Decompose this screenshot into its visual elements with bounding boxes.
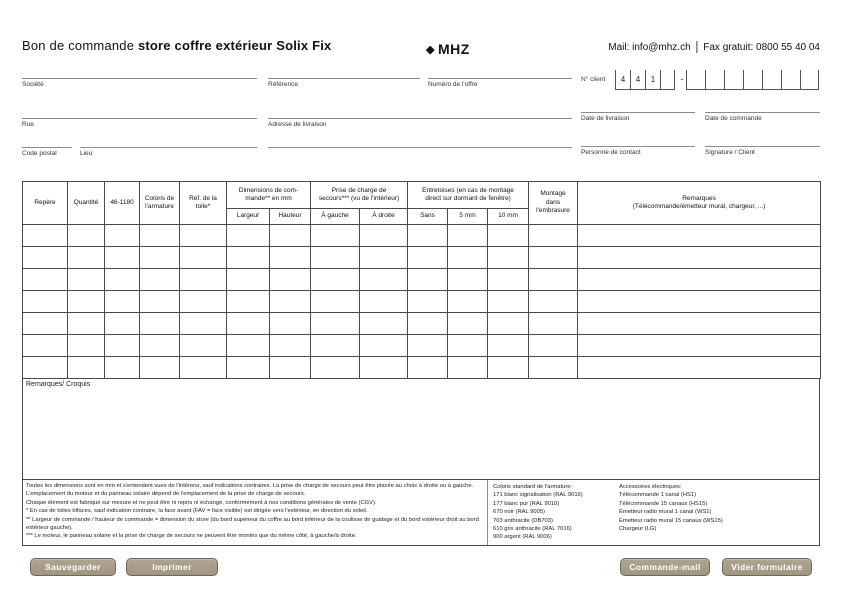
print-button[interactable]: Imprimer [126, 558, 218, 576]
table-cell[interactable] [529, 313, 578, 335]
table-cell[interactable] [529, 269, 578, 291]
table-cell[interactable] [448, 335, 488, 357]
footnotes-general [26, 482, 481, 541]
client-no-cell[interactable]: 1 [645, 70, 660, 89]
table-cell[interactable] [408, 313, 448, 335]
mhz-diamond-icon: ◆ [426, 43, 435, 56]
accessoire-item: Émetteur radio mural 15 canaux (WS15) [619, 517, 723, 524]
table-cell[interactable] [23, 225, 68, 247]
table-row [23, 313, 821, 335]
table-cell[interactable] [105, 247, 140, 269]
footnote-line: Chaque élément est fabriqué sur mesure et ne peut être ni repris ni échangé, conformément à nos conditions générales de vente (CGV). [26, 499, 377, 506]
table-cell[interactable] [68, 291, 105, 313]
table-cell[interactable] [105, 269, 140, 291]
client-no-label: N° client [581, 76, 606, 83]
field-rue[interactable] [22, 118, 257, 128]
table-cell[interactable] [529, 357, 578, 379]
table-cell[interactable] [140, 335, 180, 357]
table-cell[interactable] [105, 225, 140, 247]
field-personne-contact-label: Personne de contact [581, 149, 641, 156]
table-cell[interactable] [227, 291, 270, 313]
remarks-croquis-label: Remarques/ Croquis [26, 381, 91, 388]
col-header-montage: Montage dans l'embrasure [529, 182, 578, 225]
table-cell[interactable] [488, 313, 529, 335]
col-header-hauteur: Hauteur [270, 209, 311, 225]
table-cell[interactable] [311, 357, 360, 379]
table-cell[interactable] [180, 357, 227, 379]
coloris-item: 177 blanc pur (RAL 9010) [493, 500, 560, 507]
table-cell[interactable] [488, 247, 529, 269]
table-cell[interactable] [180, 335, 227, 357]
footnotes-coloris-list [493, 491, 615, 541]
table-cell[interactable] [529, 335, 578, 357]
coloris-item: 670 noir (RAL 9005) [493, 509, 545, 516]
client-no-cell[interactable]: 4 [630, 70, 645, 89]
field-date-commande[interactable] [705, 112, 820, 122]
table-row [23, 269, 821, 291]
client-no-group2 [686, 70, 819, 90]
table-cell[interactable] [140, 225, 180, 247]
table-cell[interactable] [140, 247, 180, 269]
field-societe-label: Société [22, 81, 44, 88]
order-table-body [23, 225, 821, 379]
footnote-line: * En cas de toiles bifaces, sauf indication contraire, la face avant (FAV = face visible) est dirigée vers l'extérieur, en direction du soleil. [26, 508, 368, 515]
accessoire-item: Télécommande 1 canal (HS1) [619, 492, 697, 499]
table-cell[interactable] [408, 247, 448, 269]
col-header-prise-secours: Prise de charge de secours*** (vu de l'intérieur) [311, 182, 408, 209]
table-cell[interactable] [311, 313, 360, 335]
client-no-cell[interactable] [781, 70, 800, 89]
col-header-10mm: 10 mm [488, 209, 529, 225]
table-cell[interactable] [23, 357, 68, 379]
table-cell[interactable] [105, 335, 140, 357]
field-lieu-label: Lieu [80, 150, 93, 157]
table-cell[interactable] [408, 291, 448, 313]
client-no-separator: - [680, 74, 684, 84]
table-cell[interactable] [68, 269, 105, 291]
col-header-entretoises: Entretoises (en cas de montage direct sur dormant de fenêtre) [408, 182, 529, 209]
table-cell[interactable] [578, 291, 821, 313]
table-cell[interactable] [227, 313, 270, 335]
table-cell[interactable] [448, 313, 488, 335]
table-cell[interactable] [578, 313, 821, 335]
accessoire-item: Émetteur radio mural 1 canal (WS1) [619, 509, 712, 516]
footnote-line: Toutes les dimensions sont en mm et s'entendent vues de l'intérieur, sauf indications contraires. La prise de charge de secours peut être placée au choix à droite ou à gauche. L'emplacement du moteur et du panneau solaire dépend de l'emplacement de la prise de charge de secours. [26, 483, 474, 498]
contact-info [608, 42, 820, 53]
table-cell[interactable] [529, 225, 578, 247]
footnotes-accessoires-title: Accessoires électriques: [619, 484, 682, 490]
page-title-product: store coffre extérieur Solix Fix [137, 38, 332, 53]
client-no-cell[interactable] [800, 70, 819, 89]
table-cell[interactable] [408, 269, 448, 291]
coloris-item: 171 blanc signalisation (RAL 9016) [493, 492, 583, 499]
contact-mail: Mail: info@mhz.ch [608, 42, 691, 53]
mhz-logo [426, 41, 470, 57]
table-cell[interactable] [488, 335, 529, 357]
table-cell[interactable] [360, 335, 408, 357]
table-cell[interactable] [578, 269, 821, 291]
contact-fax: Fax gratuit: 0800 55 40 04 [703, 42, 820, 53]
table-cell[interactable] [448, 225, 488, 247]
footnotes-accessoires [619, 483, 789, 533]
table-row [23, 225, 821, 247]
table-cell[interactable] [68, 313, 105, 335]
footnotes-section [22, 480, 820, 546]
table-cell[interactable] [270, 335, 311, 357]
footnotes-coloris [493, 483, 615, 542]
col-header-ref-toile: Réf. de la toile* [180, 182, 227, 225]
coloris-item: 610 gris anthracite (RAL 7016) [493, 525, 572, 532]
table-cell[interactable] [360, 247, 408, 269]
mhz-logo-text: MHZ [437, 41, 470, 57]
footnotes-accessoires-list [619, 491, 789, 533]
table-cell[interactable] [488, 291, 529, 313]
col-header-a-droite: À droite [360, 209, 408, 225]
order-table-header [23, 182, 821, 225]
field-societe[interactable] [22, 78, 257, 88]
table-cell[interactable] [360, 357, 408, 379]
field-adresse-livraison[interactable] [268, 118, 572, 128]
table-row [23, 335, 821, 357]
field-lieu[interactable] [80, 147, 257, 157]
field-numero-offre-label: Numéro de l'offre [428, 81, 478, 88]
table-cell[interactable] [448, 269, 488, 291]
table-cell[interactable] [578, 225, 821, 247]
table-cell[interactable] [448, 357, 488, 379]
table-cell[interactable] [227, 269, 270, 291]
table-cell[interactable] [105, 313, 140, 335]
col-header-repere: Repère [23, 182, 68, 225]
footnotes-coloris-title: Coloris standard de l'armature: [493, 484, 573, 490]
field-code-postal[interactable] [22, 147, 72, 157]
table-cell[interactable] [140, 291, 180, 313]
col-header-sans: Sans [408, 209, 448, 225]
table-cell[interactable] [68, 335, 105, 357]
table-cell[interactable] [578, 335, 821, 357]
contact-separator: | [695, 40, 699, 55]
table-cell[interactable] [68, 247, 105, 269]
field-reference-label: Référence [268, 81, 298, 88]
table-cell[interactable] [227, 335, 270, 357]
footnote-line: *** Le moteur, le panneau solaire et la prise de charge de secours ne peuvent être montés que du même côté, à gauche/à droite. [26, 533, 357, 540]
page-title-prefix: Bon de commande [22, 38, 138, 53]
table-cell[interactable] [529, 247, 578, 269]
table-cell[interactable] [68, 225, 105, 247]
table-cell[interactable] [227, 247, 270, 269]
client-no-cell[interactable] [705, 70, 724, 89]
table-cell[interactable] [23, 313, 68, 335]
footnote-line: ** Largeur de commande / hauteur de commande = dimension du store (du bord supérieur du coffre au bord inférieur de la coulisse de guidage et du bord extérieur droit au bord extérieur gauche). [26, 516, 479, 531]
field-adresse-livraison-line2[interactable] [268, 147, 572, 150]
table-cell[interactable] [360, 313, 408, 335]
save-button[interactable]: Sauvegarder [30, 558, 116, 576]
table-cell[interactable] [140, 269, 180, 291]
footnotes-divider [487, 480, 488, 545]
client-no-cell[interactable] [762, 70, 781, 89]
table-row [23, 291, 821, 313]
table-row [23, 247, 821, 269]
table-cell[interactable] [68, 357, 105, 379]
table-row [23, 357, 821, 379]
table-cell[interactable] [311, 269, 360, 291]
table-cell[interactable] [140, 313, 180, 335]
field-date-livraison[interactable] [581, 112, 695, 122]
coloris-item: 900 argent (RAL 9006) [493, 534, 552, 541]
client-no-cell[interactable] [724, 70, 743, 89]
table-cell[interactable] [180, 247, 227, 269]
accessoire-item: Télécommande 15 canaux (HS15) [619, 500, 708, 507]
field-rue-label: Rue [22, 121, 34, 128]
table-cell[interactable] [270, 225, 311, 247]
table-cell[interactable] [227, 225, 270, 247]
col-header-largeur: Largeur [227, 209, 270, 225]
table-cell[interactable] [311, 225, 360, 247]
client-no-cell[interactable] [686, 70, 705, 89]
table-cell[interactable] [180, 313, 227, 335]
table-cell[interactable] [105, 357, 140, 379]
field-date-livraison-label: Date de livraison [581, 115, 630, 122]
col-header-code: 46-1180 [105, 182, 140, 225]
field-code-postal-label: Code postal [22, 150, 57, 157]
table-cell[interactable] [578, 247, 821, 269]
table-cell[interactable] [311, 247, 360, 269]
col-header-remarques: Remarques (Télécommande/émetteur mural, chargeur, ...) [578, 182, 821, 225]
col-header-dimensions: Dimensions de com- mande** en mm [227, 182, 311, 209]
table-cell[interactable] [360, 225, 408, 247]
table-cell[interactable] [23, 247, 68, 269]
client-no-cell[interactable] [743, 70, 762, 89]
table-cell[interactable] [23, 269, 68, 291]
table-cell[interactable] [180, 225, 227, 247]
table-cell[interactable] [270, 291, 311, 313]
table-cell[interactable] [270, 357, 311, 379]
table-cell[interactable] [270, 269, 311, 291]
table-cell[interactable] [105, 291, 140, 313]
client-no-cell[interactable]: 4 [615, 70, 630, 89]
col-header-quantite: Quantité [68, 182, 105, 225]
accessoire-item: Chargeur (LG) [619, 525, 657, 532]
table-cell[interactable] [448, 291, 488, 313]
table-cell[interactable] [311, 291, 360, 313]
col-header-a-gauche: À gauche [311, 209, 360, 225]
table-cell[interactable] [23, 291, 68, 313]
remarks-croquis-area[interactable] [22, 378, 820, 480]
table-cell[interactable] [488, 357, 529, 379]
table-cell[interactable] [360, 269, 408, 291]
field-personne-contact[interactable] [581, 146, 695, 156]
page-title [22, 38, 331, 53]
coloris-item: 703 anthracite (DB703) [493, 517, 553, 524]
table-cell[interactable] [227, 357, 270, 379]
table-cell[interactable] [270, 247, 311, 269]
table-cell[interactable] [180, 291, 227, 313]
table-cell[interactable] [23, 335, 68, 357]
order-mail-button[interactable]: Commande-mail [620, 558, 710, 576]
table-cell[interactable] [140, 357, 180, 379]
table-cell[interactable] [408, 225, 448, 247]
table-cell[interactable] [488, 225, 529, 247]
table-cell[interactable] [578, 357, 821, 379]
field-signature-client[interactable] [705, 146, 820, 156]
field-numero-offre[interactable] [428, 78, 572, 88]
table-cell[interactable] [408, 357, 448, 379]
table-cell[interactable] [448, 247, 488, 269]
table-cell[interactable] [311, 335, 360, 357]
field-signature-client-label: Signature / Client [705, 149, 755, 156]
table-cell[interactable] [408, 335, 448, 357]
field-reference[interactable] [268, 78, 420, 88]
client-no-cell[interactable] [660, 70, 675, 89]
table-cell[interactable] [488, 269, 529, 291]
clear-form-button[interactable]: Vider formulaire [722, 558, 812, 576]
col-header-coloris: Coloris de l'armature [140, 182, 180, 225]
table-cell[interactable] [270, 313, 311, 335]
table-cell[interactable] [360, 291, 408, 313]
table-cell[interactable] [529, 291, 578, 313]
client-no-group1 [615, 70, 675, 90]
table-cell[interactable] [180, 269, 227, 291]
field-adresse-livraison-label: Adresse de livraison [268, 121, 327, 128]
col-header-5mm: 5 mm [448, 209, 488, 225]
field-date-commande-label: Date de commande [705, 115, 762, 122]
order-table [22, 181, 821, 379]
